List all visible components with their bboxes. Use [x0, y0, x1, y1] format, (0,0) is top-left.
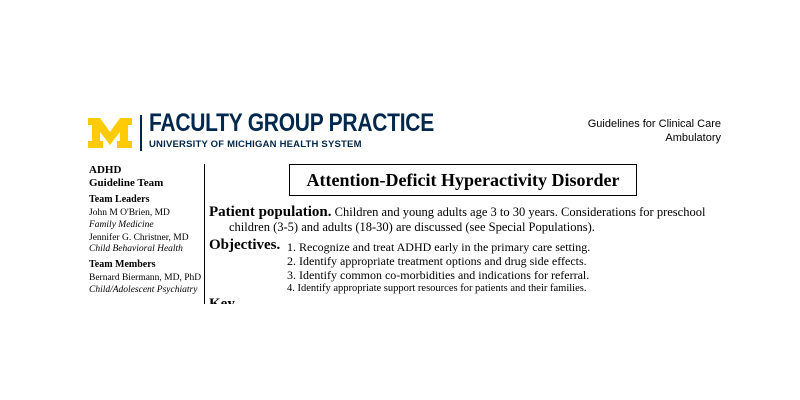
member-specialty: Child/Adolescent Psychiatry: [89, 284, 198, 295]
objective-item: 3. Identify common co-morbidities and indications for referral.: [287, 268, 590, 282]
next-section-heading-clipped: [209, 296, 269, 304]
patient-population-heading: Patient population.: [209, 204, 332, 220]
document-title: Attention-Deficit Hyperactivity Disorder: [289, 164, 637, 196]
page-crop-mask: [0, 304, 800, 400]
sidebar-title-1: ADHD: [89, 164, 122, 176]
objectives-heading: Objectives.: [209, 237, 281, 253]
team-leader: [89, 208, 207, 231]
logo-divider: [140, 115, 142, 151]
sidebar-title-2: Guideline Team: [89, 177, 164, 189]
team-members-heading: Team Members: [89, 259, 156, 270]
member-name: John M O'Brien, MD: [89, 208, 170, 218]
team-leaders-heading: Team Leaders: [89, 194, 150, 205]
patient-population-text-1: Children and young adults age 3 to 30 years. Considerations for preschool: [334, 205, 706, 219]
team-leader: [89, 233, 207, 256]
guidelines-label: [588, 117, 721, 145]
logo-sub-text: UNIVERSITY OF MICHIGAN HEALTH SYSTEM: [149, 139, 362, 150]
objective-item: 1. Recognize and treat ADHD early in the primary care setting.: [287, 240, 591, 254]
sidebar-divider: [204, 164, 205, 304]
guidelines-line-2: Ambulatory: [665, 132, 721, 144]
patient-population-section: [209, 205, 719, 235]
block-m-icon: [87, 117, 133, 149]
member-name: Bernard Biermann, MD, PhD: [89, 273, 202, 283]
objective-item: 4. Identify appropriate support resources for patients and their families.: [287, 283, 587, 294]
objectives-section: [209, 237, 719, 294]
member-name: Jennifer G. Christner, MD: [89, 232, 189, 243]
team-member: [89, 273, 207, 296]
guideline-team-sidebar: [89, 164, 207, 296]
patient-population-text-2: children (3-5) and adults (18-30) are discussed (see Special Populations).: [229, 220, 595, 234]
member-specialty: Family Medicine: [89, 219, 154, 230]
guidelines-line-1: Guidelines for Clinical Care: [587, 118, 721, 130]
logo-main-text: FACULTY GROUP PRACTICE: [149, 109, 434, 137]
member-specialty: Child Behavioral Health: [89, 244, 183, 254]
objectives-list: [287, 240, 727, 296]
umhs-logo: [87, 109, 437, 153]
objective-item: 2. Identify appropriate treatment options and drug side effects.: [287, 254, 587, 268]
